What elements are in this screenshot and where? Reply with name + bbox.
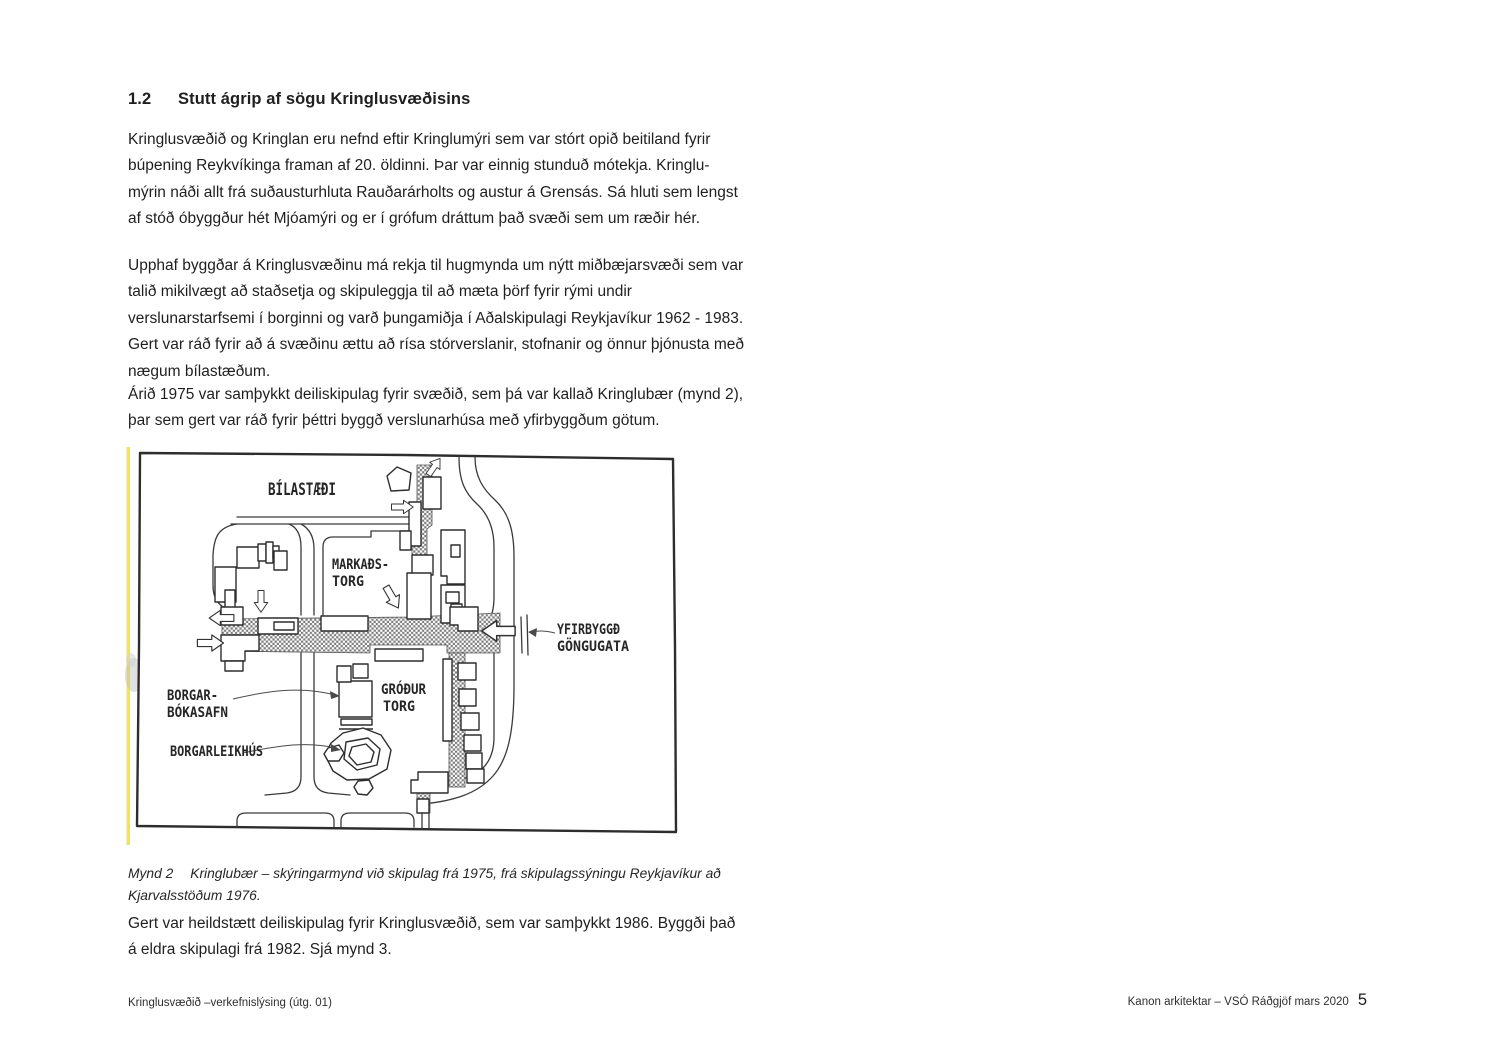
figure-caption-text: Kringlubær – skýringarmynd við skipulag frá 1975, frá skipulagssýningu Reykjavíkur að Kjarvalsstöðum 1976. xyxy=(128,865,721,904)
figure-caption xyxy=(128,863,744,908)
footer-credits xyxy=(1128,993,1367,1008)
map-label-parking: BÍLASTÆÐI xyxy=(268,480,361,500)
map-label-library-2: BÓKASAFN xyxy=(167,705,235,721)
map-label-covered-street-2: GÖNGUGATA xyxy=(557,639,633,655)
footer-credits-text: Kanon arkitektar – VSÓ Ráðgjöf mars 2020 xyxy=(1127,996,1349,1008)
body-paragraph-4: Gert var heildstætt deiliskipulag fyrir Kringlusvæðið, sem var samþykkt 1986. Byggði það á eldra skipulagi frá 1982. Sjá mynd 3. xyxy=(128,914,736,958)
map-label-green-square-2: TORG xyxy=(383,699,415,715)
map-label-covered-street-1: YFIRBYGGÐ xyxy=(557,622,620,638)
figure-map xyxy=(125,447,695,845)
section-title: Stutt ágrip af sögu Kringlusvæðisins xyxy=(178,90,471,108)
page-number: 5 xyxy=(1357,991,1367,1009)
footer-document-title: Kringlusvæðið –verkefnislýsing (útg. 01) xyxy=(128,997,332,1009)
section-number: 1.2 xyxy=(128,90,152,108)
map-label-green-square-1: GRÓÐUR xyxy=(381,682,432,698)
map-label-market-1: MARKAÐS- xyxy=(332,557,389,573)
body-paragraph-2: Upphaf byggðar á Kringlusvæðinu má rekja til hugmynda um nýtt miðbæjarsvæði sem var talið mikilvægt að staðsetja og skipuleggja til að mæta þörf fyrir rými undir verslunarstarfsemi í borginni og varð þungamiðja í Aðalskipulagi Reykjavíkur 1962 - 1983. Gert var ráð fyrir að á svæðinu ættu að rísa stórverslanir, stofnanir og önnur þjónusta með nægum bílastæðum. xyxy=(128,256,744,380)
section-heading xyxy=(128,90,470,109)
map-label-library-1: BORGAR- xyxy=(167,688,218,704)
body-paragraph-1: Kringlusvæðið og Kringlan eru nefnd eftir Kringlumýri sem var stórt opið beitiland fyrir búpening Reykvíkinga framan af 20. öldinni. Þar var einnig stunduð mótekja. Kringlu-mýrin náði allt frá suðausturhluta Rauðarárholts og austur á Grensás. Sá hluti sem lengst af stóð óbyggður hét Mjóamýri og er í grófum dráttum það svæði sem um ræðir hér. xyxy=(128,130,738,227)
body-paragraph-3: Árið 1975 var samþykkt deiliskipulag fyrir svæðið, sem þá var kallað Kringlubær (mynd 2), þar sem gert var ráð fyrir þéttri byggð verslunarhúsa með yfirbyggðum götum. xyxy=(128,385,744,429)
scan-stripe xyxy=(127,447,131,845)
map-label-market-2: TORG xyxy=(332,574,364,590)
figure-caption-label: Mynd 2 xyxy=(128,865,174,881)
map-sketch-svg xyxy=(125,447,695,845)
map-label-theatre: BORGARLEIKHÚS xyxy=(170,744,280,760)
